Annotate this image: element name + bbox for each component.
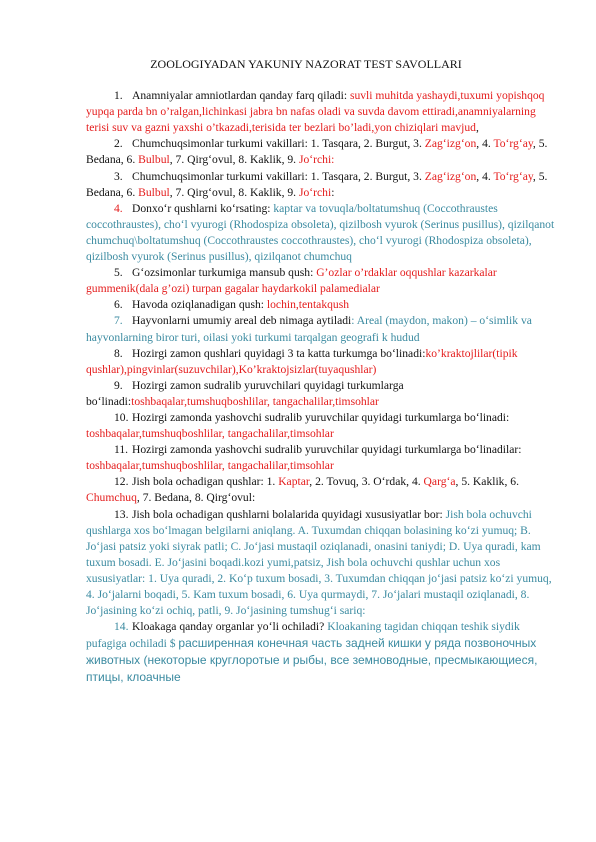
question-number: 10. [114, 410, 129, 424]
answer-text: : Areal (maydon, makon) – o‘simlik va hayvonlarning biror turi, oilasi yoki turkumi tarqalgan geografi k hudud [86, 314, 532, 344]
question-7 [86, 313, 556, 345]
answer-option: Jo‘rchi [298, 185, 332, 199]
question-text: , 7. Qirg‘ovul, 8. Kaklik, 9. [169, 153, 299, 167]
question-text: , 7. Bedana, 8. Qirg‘ovul: [136, 491, 256, 505]
answer-option: Chumchuq [86, 491, 137, 505]
answer-option: Kaptar [278, 475, 310, 489]
question-14 [86, 619, 556, 686]
answer-text: suvli muhitda yashaydi,tuxumi yopishqoq yupqa parda bn o’ralgan,lichinkasi jabra bn nafas oladi va suvda davom ettiradi,anamniyalarning terisi suv va gazni yaxshi o’tkazadi,terisida ter bezlari bo’ladi,yon chiziqlari mavjud [86, 89, 545, 135]
question-text: , 5. Bedana, 6. [86, 137, 548, 167]
question-text: , 5. Kaklik, 6. [455, 475, 519, 489]
question-text: Hozirgi zamon sudralib yuruvchilari quyidagi turkumlarga bo‘linadi: [86, 378, 404, 408]
answer-text: ko’kraktojlilar(tipik qushlar),pingvinlar(suzuvchilar),Ko’kraktojsizlar(tuyaqushlar) [86, 346, 518, 376]
answer-option: Bulbul [138, 153, 170, 167]
question-text: Chumchuqsimonlar turkumi vakillari: 1. Tasqara, 2. Burgut, 3. [132, 137, 425, 151]
question-4 [86, 201, 556, 265]
question-number: 1. [114, 89, 123, 103]
question-text: Hozirgi zamon qushlari quyidagi 3 ta katta turkumga bo‘linadi: [132, 346, 426, 360]
answer-option: Zag‘izg‘on [424, 169, 477, 183]
answer-text: kaptar va tovuqla/boltatumshuq (Coccothraustes coccothraustes), cho‘l vyurogi (Rhodospiza obsoleta), qizilbosh vyurok (Serinus pusillus), qizilqanot chumchuq\boltatumshuq (Coccothraustes coccothraustes), cho‘l vyurogi (Rhodospiza obsoleta), qizilbosh vyurok (Serinus pusillus), qizilqanot chumchuq [86, 201, 555, 264]
question-9 [86, 378, 556, 410]
question-number: 5. [114, 266, 123, 280]
question-text: Jish bola ochadigan qushlar: 1. [132, 475, 279, 489]
question-6 [86, 297, 556, 313]
question-text: Havoda oziqlanadigan qush: [132, 298, 267, 312]
question-12 [86, 474, 556, 506]
question-number: 9. [114, 378, 123, 392]
question-number: 12. [114, 475, 129, 489]
answer-text: toshbaqalar,tumshuqboshlilar, tangachalilar,timsohlar [131, 394, 379, 408]
question-tail: , [475, 121, 479, 135]
answer-text: G’ozlar o’rdaklar oqqushlar kazarkalar gummenik(dala g’ozi) turpan gagalar haydarkokil palamedialar [86, 266, 497, 296]
question-2 [86, 136, 556, 168]
answer-option: Qarg‘a [423, 475, 456, 489]
answer-option: To‘rg‘ay [493, 169, 533, 183]
answer-option: To‘rg‘ay [493, 137, 533, 151]
question-number: 4. [114, 201, 123, 215]
question-text: Anamniyalar amniotlardan qanday farq qiladi: [132, 89, 350, 103]
question-text: , 5. Bedana, 6. [86, 169, 548, 199]
answer-option: Jo‘rchi: [298, 153, 335, 167]
question-text: Hayvonlarni umumiy areal deb nimaga aytiladi [132, 314, 352, 328]
question-11 [86, 442, 556, 474]
question-text: Hozirgi zamonda yashovchi sudralib yuruvchilar quyidagi turkumlarga bo‘linadi: [132, 410, 510, 424]
question-number: 7. [114, 314, 123, 328]
question-number: 13. [114, 507, 129, 521]
question-text: , 7. Qirg‘ovul, 8. Kaklik, 9. [169, 185, 299, 199]
answer-text: Kloakaning tagidan chiqqan teshik siydik pufagiga ochiladi $ [86, 620, 520, 651]
page-title: ZOOLOGIYADAN YAKUNIY NAZORAT TEST SAVOLLARI [150, 57, 462, 71]
question-text: , 2. Tovuq, 3. O‘rdak, 4. [309, 475, 424, 489]
answer-option: Zag‘izg‘on [424, 137, 477, 151]
answer-text-russian: расширенная конечная часть задней кишки у ряда позвоночных животных (некоторые круглоротые и рыбы, все земноводные, пресмыкающиеся, птицы, клоачные [86, 636, 538, 685]
answer-text: lochin,tentakqush [266, 298, 350, 312]
answer-option: Bulbul [138, 185, 170, 199]
question-text: Chumchuqsimonlar turkumi vakillari: 1. Tasqara, 2. Burgut, 3. [132, 169, 425, 183]
question-text: Kloakaga qanday organlar yo‘li ochiladi? [132, 620, 328, 634]
question-8 [86, 346, 556, 378]
question-1 [86, 88, 556, 136]
question-text: , 4. [476, 137, 494, 151]
question-text: , 4. [476, 169, 494, 183]
question-text: Hozirgi zamonda yashovchi sudralib yuruvchilar quyidagi turkumlarga bo‘linadilar: [132, 443, 522, 457]
question-text: Donxo‘r qushlarni ko‘rsating: [132, 201, 274, 215]
question-13 [86, 507, 556, 620]
question-number: 6. [114, 298, 123, 312]
question-5 [86, 265, 556, 297]
question-text: G‘ozsimonlar turkumiga mansub qush: [132, 266, 317, 280]
answer-text: toshbaqalar,tumshuqboshlilar, tangachalilar,timsohlar [86, 427, 334, 441]
question-10 [86, 410, 556, 442]
question-text: Jish bola ochadigan qushlarni bolalarida quyidagi xususiyatlar bor: [132, 507, 446, 521]
question-number: 8. [114, 346, 123, 360]
answer-text: toshbaqalar,tumshuqboshlilar, tangachalilar,timsohlar [86, 459, 334, 473]
question-number: 14. [114, 620, 129, 634]
question-number: 3. [114, 169, 123, 183]
answer-text: Jish bola ochuvchi qushlarga xos bo‘lmagan belgilarni aniqlang. A. Tuxumdan chiqqan bolasining ko‘zi yumuq; B. Jo‘jasi patsiz yoki siyrak patli; C. Jo‘jasi mustaqil oziqlanadi, onasini taniydi; D. Uya quradi, kam tuxum bosadi. E. Jo‘jasini boqadi.kozi yumi,patsiz, Jish bola ochuvchi qushlar uchun xos xususiyatlar: 1. Uya quradi, 2. Ko‘p tuxum bosadi, 3. Tuxumdan chiqqan jo‘jasi patsiz ko‘zi yumuq, 4. Jo‘jalarni boqadi, 5. Kam tuxum bosadi, 6. Uya qurmaydi, 7. Jo‘jalari mustaqil oziqlanadi, 8. Jo‘jasining ko‘zi ochiq, patli, 9. Jo‘jasining tumshug‘i sariq: [86, 507, 552, 618]
question-3 [86, 169, 556, 201]
question-text: : [331, 185, 335, 199]
question-number: 2. [114, 137, 123, 151]
document-page [86, 56, 556, 687]
question-number: 11. [114, 443, 129, 457]
